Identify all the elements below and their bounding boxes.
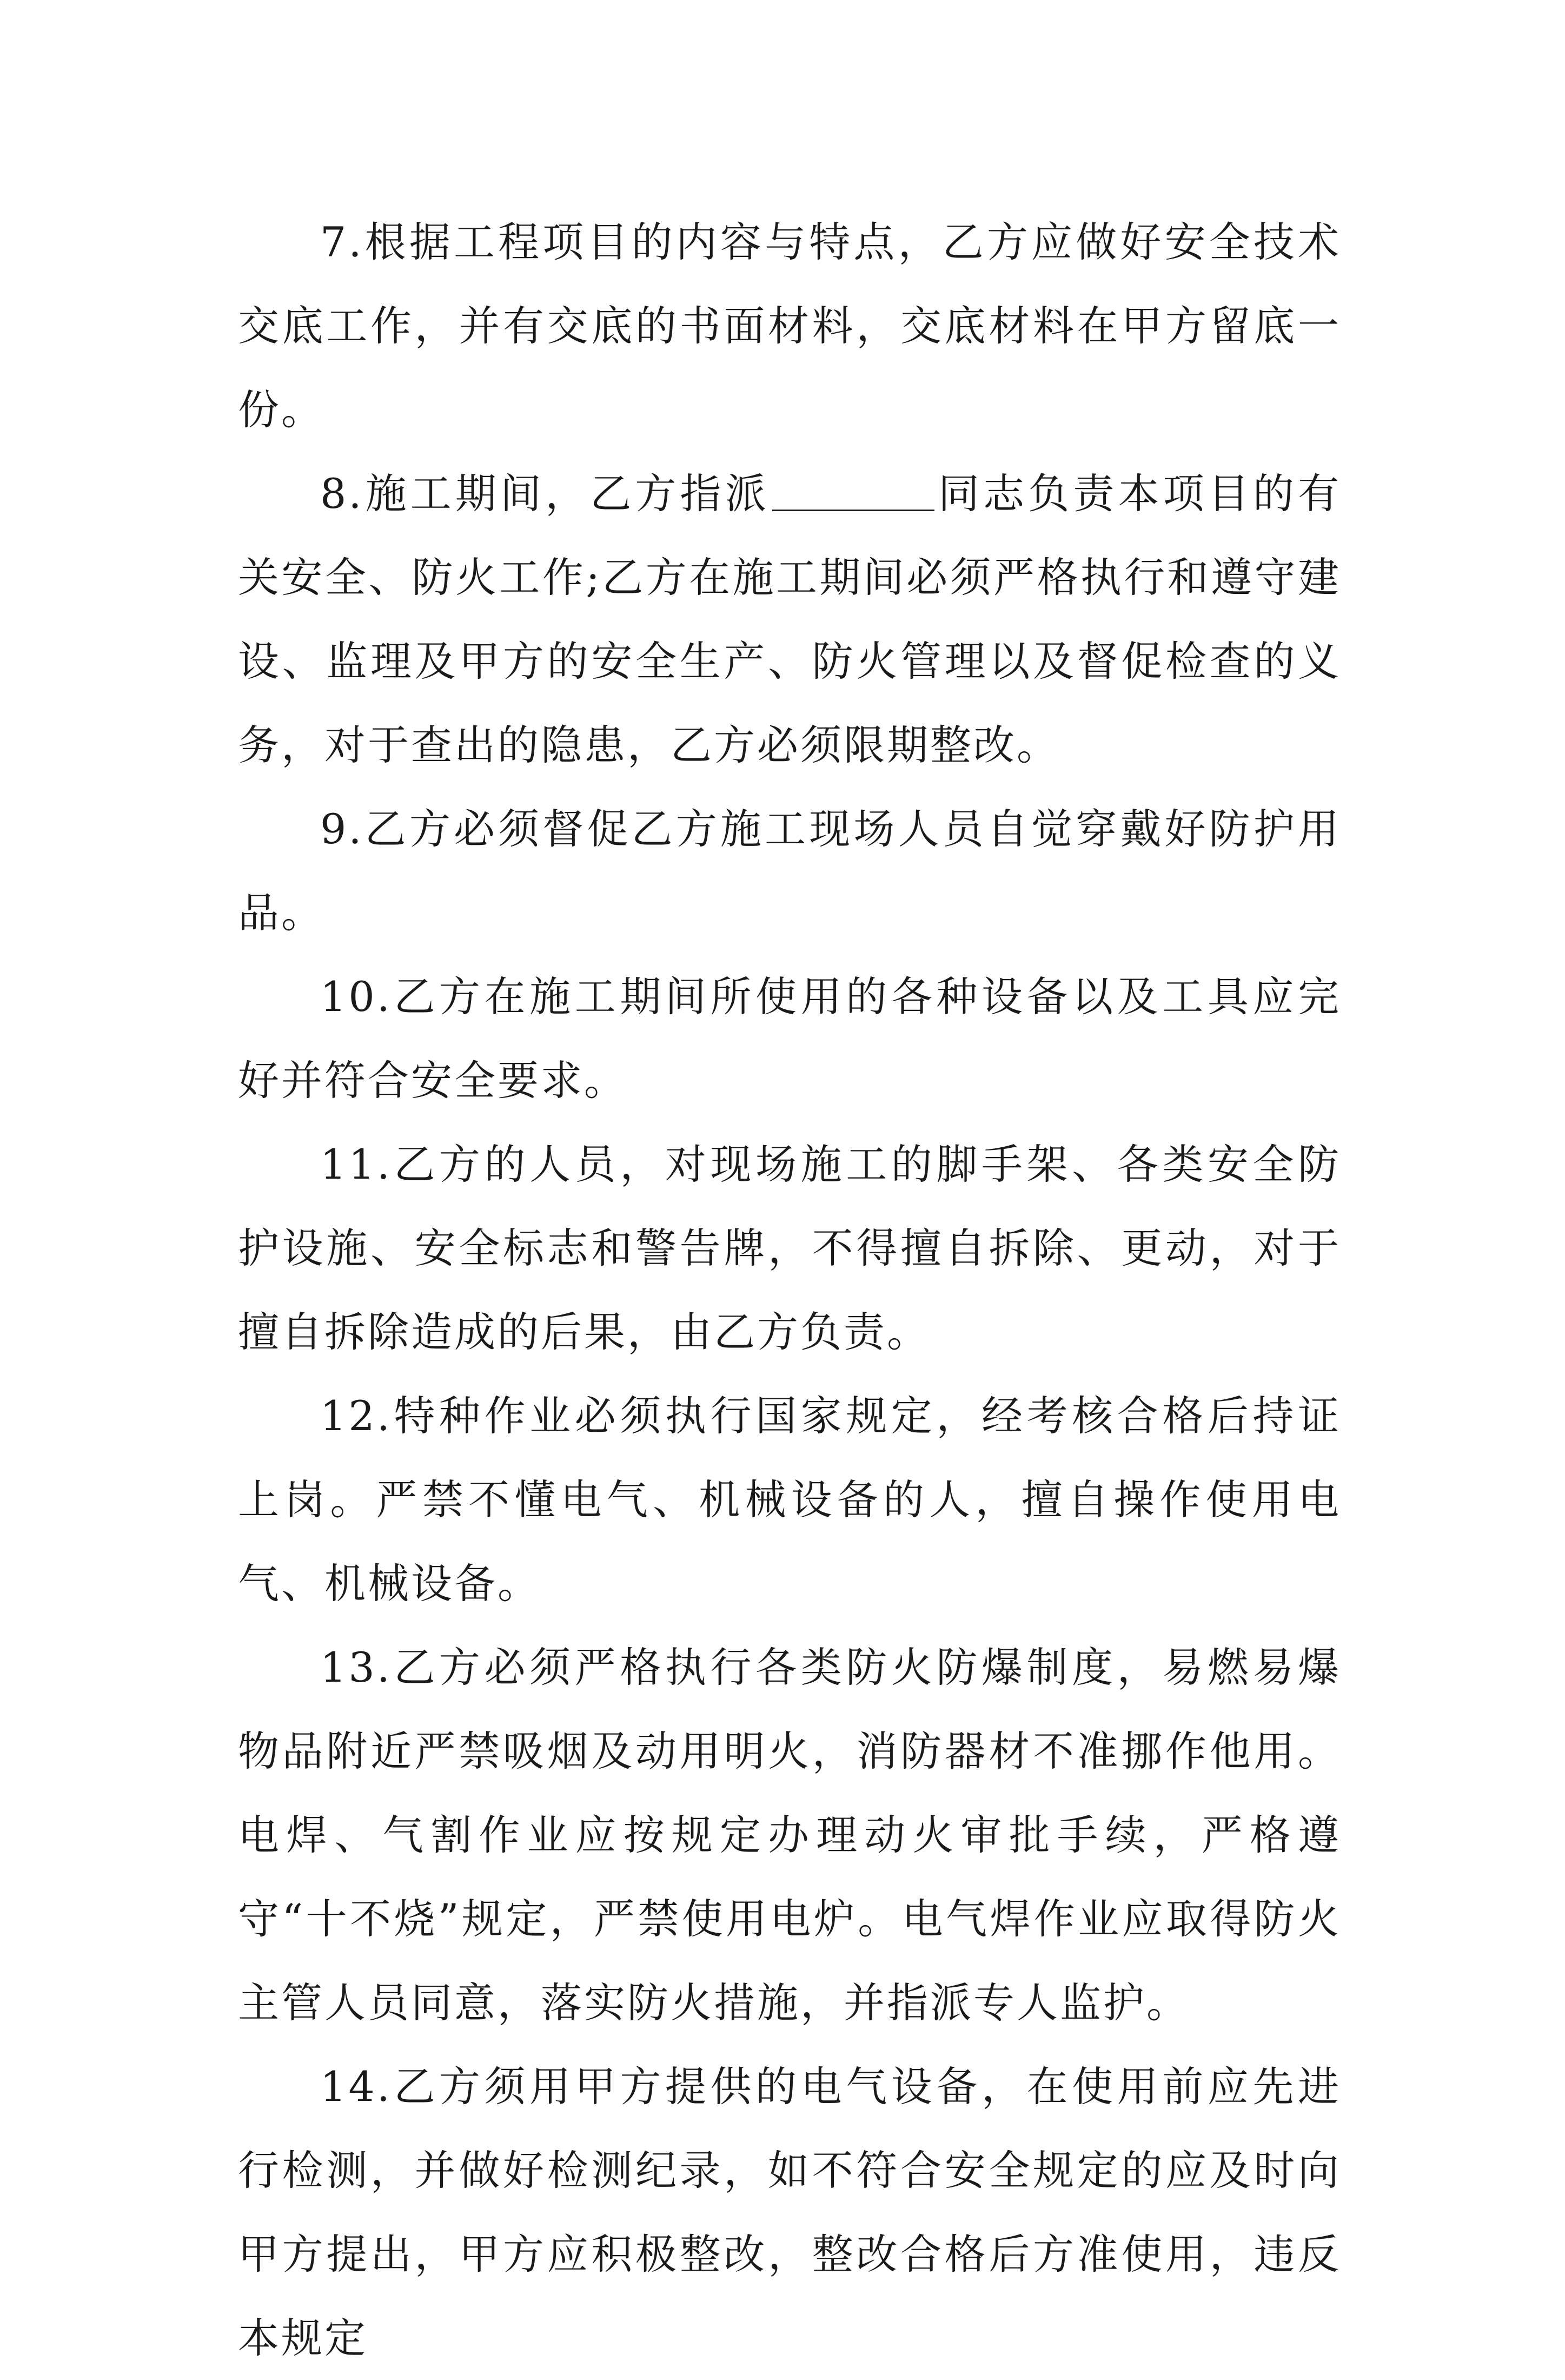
paragraph-11: 11.乙方的人员，对现场施工的脚手架、各类安全防护设施、安全标志和警告牌，不得擅自拆除、更动，对于擅自拆除造成的后果，由乙方负责。: [238, 1140, 1341, 1356]
paragraph-9: 9.乙方必须督促乙方施工现场人员自觉穿戴好防护用品。: [238, 805, 1341, 937]
paragraph-7: 7.根据工程项目的内容与特点，乙方应做好安全技术交底工作，并有交底的书面材料，交底材料在甲方留底一份。: [238, 218, 1341, 434]
paragraph-10: 10.乙方在施工期间所使用的各种设备以及工具应完好并符合安全要求。: [238, 973, 1341, 1105]
name-blank-underline: [772, 509, 934, 511]
paragraph-14: 14.乙方须用甲方提供的电气设备，在使用前应先进行检测，并做好检测纪录，如不符合安全规定的应及时向甲方提出，甲方应积极整改，整改合格后方准使用，违反本规定: [238, 2062, 1341, 2362]
paragraph-8: [238, 452, 1341, 787]
paragraph-12: 12.特种作业必须执行国家规定，经考核合格后持证上岗。严禁不懂电气、机械设备的人，擅自操作使用电气、机械设备。: [238, 1392, 1341, 1608]
paragraph-13: 13.乙方必须严格执行各类防火防爆制度，易燃易爆物品附近严禁吸烟及动用明火，消防器材不准挪作他用。电焊、气割作业应按规定办理动火审批手续，严格遵守“十不烧”规定，严禁使用电炉。电气焊作业应取得防火主管人员同意，落实防火措施，并指派专人监护。: [238, 1643, 1341, 2027]
paragraph-8-start: 8.施工期间，乙方指派: [320, 470, 770, 518]
paragraph-8-rest: 同志负责本项目的有关安全、防火工作;乙方在施工期间必须严格执行和遵守建设、监理及甲方的安全生产、防火管理以及督促检查的义务，对于查出的隐患，乙方必须限期整改。: [238, 470, 1342, 769]
document-body: [238, 200, 1341, 2380]
